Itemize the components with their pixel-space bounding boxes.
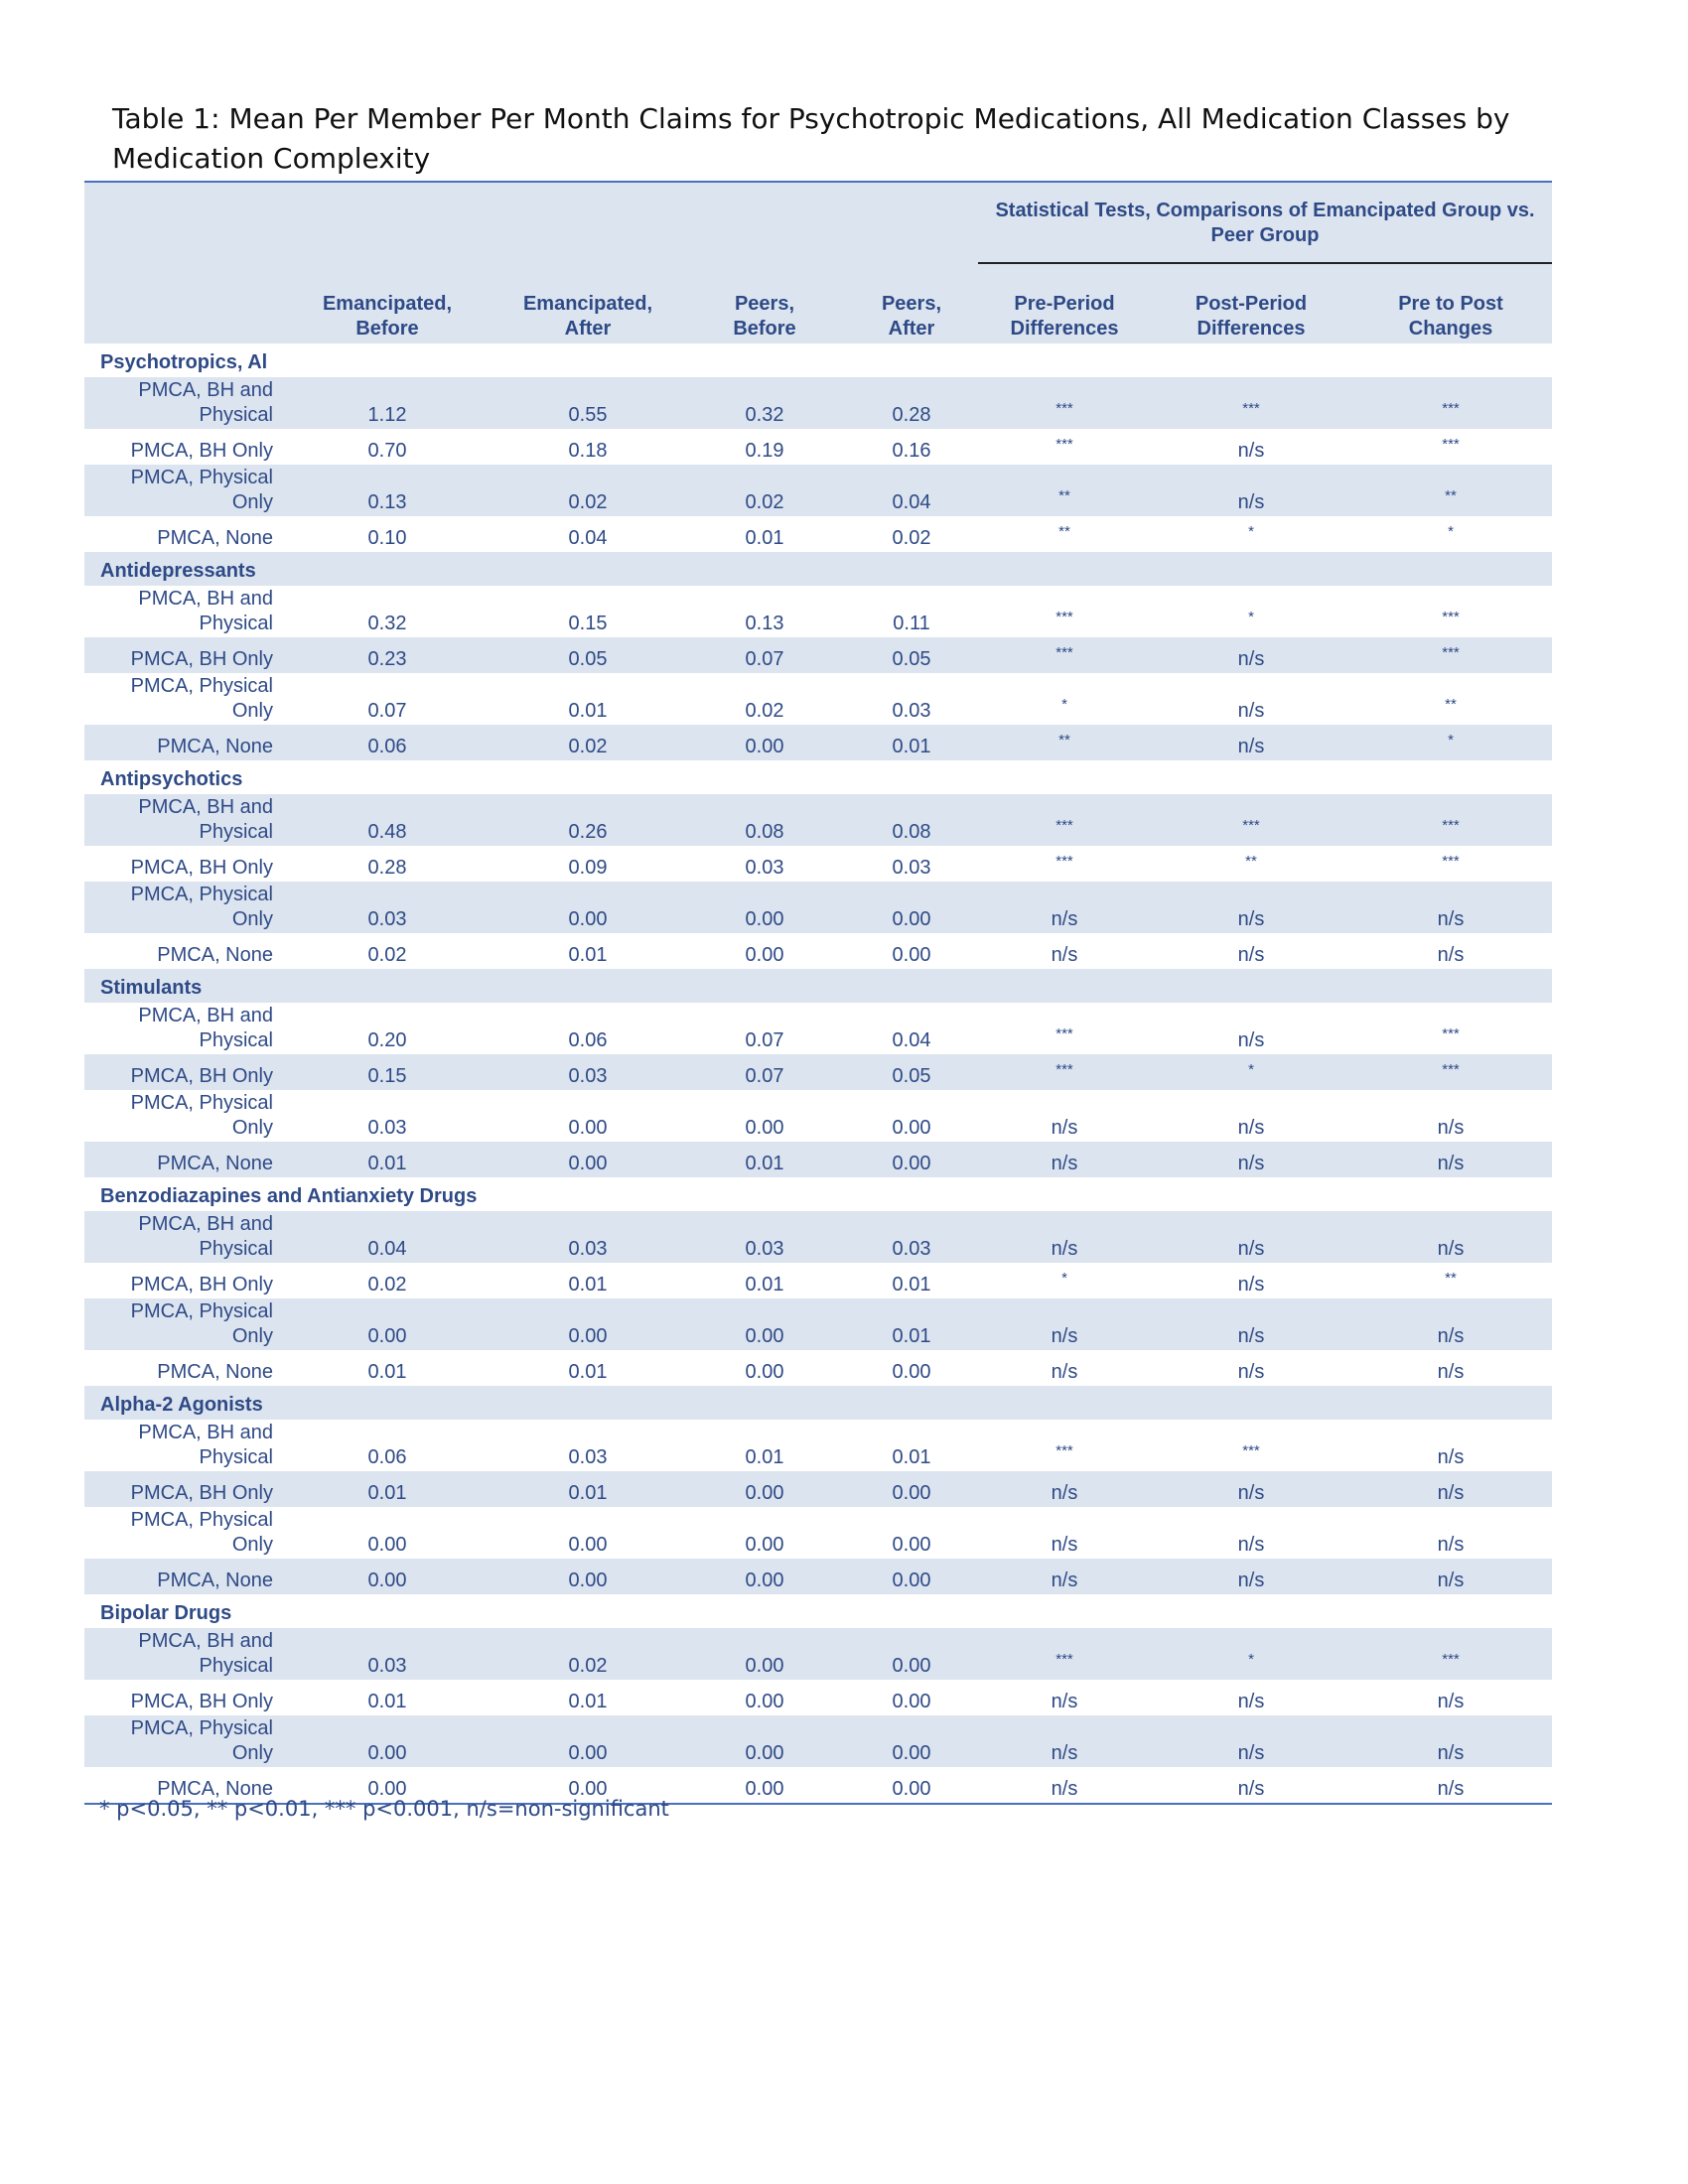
significance-cell: n/s: [1051, 908, 1078, 930]
significance-cell: *: [1061, 696, 1067, 713]
table-row: [84, 1142, 1552, 1177]
value-cell: 0.01: [892, 736, 931, 757]
value-cell: 0.00: [568, 1153, 608, 1174]
value-cell: 0.00: [745, 944, 784, 966]
table-row: [84, 465, 1552, 516]
row-label: PMCA, Physical Only: [130, 467, 273, 513]
table-row: [84, 637, 1552, 673]
value-cell: 0.01: [367, 1153, 407, 1174]
significance-cell: ***: [1055, 1025, 1073, 1042]
significance-cell: n/s: [1051, 944, 1078, 966]
row-label: PMCA, BH and Physical: [138, 588, 273, 634]
row-label: PMCA, None: [157, 1153, 273, 1174]
table-row: [84, 725, 1552, 760]
category-label: Psychotropics, Al: [100, 351, 268, 373]
value-cell: 0.08: [892, 821, 931, 843]
significance-cell: ***: [1442, 609, 1460, 625]
value-cell: 0.01: [568, 1274, 608, 1296]
table-header: [84, 183, 1552, 343]
value-cell: 0.00: [892, 908, 931, 930]
stat-tests-heading: Statistical Tests, Comparisons of Emancipated Group vs. Peer Group: [995, 200, 1535, 246]
category-label: Benzodiazapines and Antianxiety Drugs: [100, 1185, 478, 1207]
significance-cell: **: [1245, 853, 1257, 870]
significance-cell: n/s: [1237, 1325, 1265, 1347]
table-row: [84, 429, 1552, 465]
value-cell: 0.07: [745, 1065, 784, 1087]
value-cell: 0.01: [745, 527, 784, 549]
significance-cell: n/s: [1237, 736, 1265, 757]
table-row: [84, 1507, 1552, 1559]
table-row: [84, 1090, 1552, 1142]
significance-cell: ***: [1442, 1025, 1460, 1042]
table-row: [84, 516, 1552, 552]
value-cell: 0.05: [892, 648, 931, 670]
significance-cell: ***: [1055, 644, 1073, 661]
value-cell: 0.00: [892, 1361, 931, 1383]
significance-cell: *: [1248, 523, 1254, 540]
value-cell: 0.00: [892, 1742, 931, 1764]
significance-cell: n/s: [1237, 1534, 1265, 1556]
significance-cell: n/s: [1437, 908, 1465, 930]
stat-tests-rule: [978, 262, 1552, 264]
row-label: PMCA, BH and Physical: [138, 1422, 273, 1468]
significance-cell: n/s: [1051, 1778, 1078, 1800]
value-cell: 0.00: [367, 1742, 407, 1764]
table-row: [84, 1054, 1552, 1090]
significance-cell: n/s: [1051, 1238, 1078, 1260]
value-cell: 0.00: [892, 1534, 931, 1556]
value-cell: 0.18: [568, 440, 608, 462]
category-row: [84, 1177, 1552, 1211]
value-cell: 0.07: [745, 1029, 784, 1051]
value-cell: 0.13: [367, 491, 407, 513]
row-label: PMCA, BH Only: [130, 648, 273, 670]
column-header: Pre-Period Differences: [1010, 293, 1119, 340]
value-cell: 0.00: [745, 1655, 784, 1677]
table-row: [84, 1350, 1552, 1386]
row-label: PMCA, BH and Physical: [138, 1005, 273, 1051]
table-row: [84, 1715, 1552, 1767]
category-label: Stimulants: [100, 977, 203, 999]
significance-cell: ***: [1055, 1651, 1073, 1668]
significance-cell: n/s: [1437, 1482, 1465, 1504]
value-cell: 0.00: [367, 1534, 407, 1556]
row-label: PMCA, None: [157, 944, 273, 966]
value-cell: 0.00: [745, 1117, 784, 1139]
significance-cell: n/s: [1437, 1238, 1465, 1260]
table-row: [84, 1559, 1552, 1594]
significance-cell: n/s: [1051, 1534, 1078, 1556]
value-cell: 0.00: [367, 1570, 407, 1591]
row-label: PMCA, BH Only: [130, 440, 273, 462]
value-cell: 0.00: [892, 944, 931, 966]
significance-cell: n/s: [1237, 1153, 1265, 1174]
value-cell: 0.03: [568, 1065, 608, 1087]
row-label: PMCA, BH and Physical: [138, 379, 273, 426]
significance-cell: n/s: [1051, 1742, 1078, 1764]
significance-cell: **: [1058, 523, 1070, 540]
value-cell: 0.01: [745, 1446, 784, 1468]
value-cell: 0.00: [892, 1117, 931, 1139]
row-label: PMCA, Physical Only: [130, 1717, 273, 1764]
significance-cell: n/s: [1237, 1482, 1265, 1504]
value-cell: 0.05: [892, 1065, 931, 1087]
significance-cell: n/s: [1051, 1361, 1078, 1383]
row-label: PMCA, BH and Physical: [138, 1213, 273, 1260]
value-cell: 0.06: [367, 736, 407, 757]
value-cell: 0.03: [367, 1655, 407, 1677]
row-label: PMCA, None: [157, 1361, 273, 1383]
value-cell: 0.03: [892, 857, 931, 879]
significance-cell: ***: [1242, 400, 1260, 417]
value-cell: 0.00: [745, 1482, 784, 1504]
significance-cell: n/s: [1237, 1691, 1265, 1712]
category-row: [84, 1594, 1552, 1628]
significance-cell: ***: [1442, 853, 1460, 870]
value-cell: 0.00: [568, 1534, 608, 1556]
value-cell: 0.04: [568, 527, 608, 549]
category-row: [84, 1386, 1552, 1420]
table-row: [84, 1471, 1552, 1507]
value-cell: 0.03: [892, 1238, 931, 1260]
category-label: Antipsychotics: [100, 768, 243, 790]
row-label: PMCA, BH Only: [130, 857, 273, 879]
value-cell: 0.32: [745, 404, 784, 426]
value-cell: 0.09: [568, 857, 608, 879]
significance-cell: ***: [1442, 1651, 1460, 1668]
value-cell: 0.04: [892, 491, 931, 513]
significance-cell: n/s: [1437, 1778, 1465, 1800]
column-header: Peers, After: [881, 293, 942, 340]
row-label: PMCA, BH Only: [130, 1065, 273, 1087]
significance-cell: n/s: [1237, 491, 1265, 513]
row-label: PMCA, None: [157, 527, 273, 549]
value-cell: 0.13: [745, 613, 784, 634]
value-cell: 0.03: [745, 1238, 784, 1260]
value-cell: 0.01: [367, 1361, 407, 1383]
significance-cell: ***: [1055, 1061, 1073, 1078]
row-label: PMCA, Physical Only: [130, 1092, 273, 1139]
value-cell: 0.01: [568, 1361, 608, 1383]
value-cell: 0.00: [745, 1570, 784, 1591]
significance-cell: *: [1248, 609, 1254, 625]
column-header: Peers, Before: [733, 293, 796, 340]
value-cell: 0.00: [568, 908, 608, 930]
significance-cell: **: [1445, 696, 1457, 713]
significance-cell: ***: [1055, 609, 1073, 625]
table-row: [84, 586, 1552, 637]
value-cell: 0.00: [568, 1117, 608, 1139]
value-cell: 0.01: [367, 1482, 407, 1504]
value-cell: 0.00: [568, 1325, 608, 1347]
value-cell: 0.55: [568, 404, 608, 426]
value-cell: 0.28: [892, 404, 931, 426]
table-row: [84, 794, 1552, 846]
significance-cell: ***: [1442, 1061, 1460, 1078]
significance-cell: ***: [1055, 1442, 1073, 1459]
value-cell: 0.02: [568, 1655, 608, 1677]
significance-cell: n/s: [1237, 1361, 1265, 1383]
value-cell: 0.00: [892, 1655, 931, 1677]
category-label: Bipolar Drugs: [100, 1602, 232, 1624]
column-header: Emancipated, After: [522, 293, 653, 340]
row-label: PMCA, None: [157, 1778, 273, 1800]
significance-cell: **: [1058, 487, 1070, 504]
value-cell: 0.04: [367, 1238, 407, 1260]
value-cell: 0.03: [745, 857, 784, 879]
table-row: [84, 377, 1552, 429]
value-cell: 0.03: [892, 700, 931, 722]
value-cell: 0.16: [892, 440, 931, 462]
category-row: [84, 343, 1552, 377]
value-cell: 0.01: [367, 1691, 407, 1712]
significance-cell: n/s: [1051, 1691, 1078, 1712]
significance-cell: *: [1448, 523, 1454, 540]
significance-cell: n/s: [1051, 1325, 1078, 1347]
significance-cell: ***: [1055, 436, 1073, 453]
significance-cell: ***: [1442, 436, 1460, 453]
table-title: Table 1: Mean Per Member Per Month Claims for Psychotropic Medications, All Medication Classes by Medication Complexity: [112, 102, 1510, 175]
value-cell: 0.01: [745, 1153, 784, 1174]
row-label: PMCA, Physical Only: [130, 675, 273, 722]
significance-cell: n/s: [1237, 648, 1265, 670]
value-cell: 0.48: [367, 821, 407, 843]
significance-cell: **: [1445, 487, 1457, 504]
significance-cell: n/s: [1237, 1778, 1265, 1800]
significance-cell: ***: [1442, 817, 1460, 834]
significance-cell: n/s: [1437, 1570, 1465, 1591]
significance-cell: n/s: [1437, 1361, 1465, 1383]
significance-cell: ***: [1055, 400, 1073, 417]
significance-cell: n/s: [1051, 1117, 1078, 1139]
value-cell: 0.03: [367, 908, 407, 930]
significance-cell: n/s: [1051, 1570, 1078, 1591]
significance-cell: n/s: [1237, 944, 1265, 966]
significance-cell: n/s: [1237, 1570, 1265, 1591]
table-row: [84, 1298, 1552, 1350]
table-row: [84, 1420, 1552, 1471]
value-cell: 0.01: [568, 944, 608, 966]
value-cell: 0.19: [745, 440, 784, 462]
value-cell: 0.11: [893, 613, 930, 634]
value-cell: 0.01: [745, 1274, 784, 1296]
significance-cell: n/s: [1237, 1029, 1265, 1051]
significance-cell: ***: [1442, 400, 1460, 417]
row-label: PMCA, None: [157, 1570, 273, 1591]
value-cell: 0.28: [367, 857, 407, 879]
significance-cell: n/s: [1437, 1153, 1465, 1174]
value-cell: 0.00: [367, 1325, 407, 1347]
value-cell: 0.00: [892, 1778, 931, 1800]
significance-cell: ***: [1442, 644, 1460, 661]
value-cell: 0.01: [892, 1325, 931, 1347]
value-cell: 0.01: [568, 700, 608, 722]
value-cell: 0.02: [745, 491, 784, 513]
value-cell: 0.70: [367, 440, 407, 462]
table-row: [84, 1263, 1552, 1298]
value-cell: 0.03: [367, 1117, 407, 1139]
category-row: [84, 969, 1552, 1003]
value-cell: 0.00: [568, 1742, 608, 1764]
value-cell: 1.12: [367, 404, 407, 426]
table-row: [84, 1628, 1552, 1680]
table-row: [84, 1211, 1552, 1263]
value-cell: 0.02: [568, 736, 608, 757]
value-cell: 0.15: [367, 1065, 407, 1087]
column-header: Post-Period Differences: [1195, 293, 1308, 340]
value-cell: 0.01: [892, 1446, 931, 1468]
significance-cell: n/s: [1237, 700, 1265, 722]
category-label: Alpha-2 Agonists: [100, 1394, 263, 1416]
significance-cell: ***: [1242, 1442, 1260, 1459]
value-cell: 0.00: [745, 908, 784, 930]
value-cell: 0.02: [568, 491, 608, 513]
value-cell: 0.00: [745, 1534, 784, 1556]
significance-cell: n/s: [1237, 908, 1265, 930]
significance-cell: n/s: [1437, 1534, 1465, 1556]
value-cell: 0.00: [892, 1691, 931, 1712]
value-cell: 0.23: [367, 648, 407, 670]
value-cell: 0.01: [892, 1274, 931, 1296]
table-body: [84, 343, 1552, 1803]
value-cell: 0.01: [568, 1691, 608, 1712]
significance-cell: n/s: [1051, 1153, 1078, 1174]
value-cell: 0.04: [892, 1029, 931, 1051]
significance-cell: n/s: [1437, 1742, 1465, 1764]
row-label: PMCA, BH and Physical: [138, 1630, 273, 1677]
value-cell: 0.00: [367, 1778, 407, 1800]
value-cell: 0.00: [745, 1325, 784, 1347]
value-cell: 0.00: [892, 1482, 931, 1504]
value-cell: 0.10: [367, 527, 407, 549]
significance-cell: n/s: [1051, 1482, 1078, 1504]
column-header: Emancipated, Before: [322, 293, 453, 340]
footnote: * p<0.05, ** p<0.01, *** p<0.001, n/s=non-significant: [99, 1797, 669, 1821]
value-cell: 0.00: [745, 1361, 784, 1383]
value-cell: 0.26: [568, 821, 608, 843]
significance-cell: ***: [1055, 853, 1073, 870]
significance-cell: n/s: [1237, 1117, 1265, 1139]
row-label: PMCA, BH Only: [130, 1482, 273, 1504]
value-cell: 0.00: [745, 736, 784, 757]
value-cell: 0.00: [892, 1153, 931, 1174]
value-cell: 0.32: [367, 613, 407, 634]
significance-cell: ***: [1055, 817, 1073, 834]
value-cell: 0.20: [367, 1029, 407, 1051]
value-cell: 0.00: [745, 1691, 784, 1712]
significance-cell: n/s: [1237, 1742, 1265, 1764]
value-cell: 0.03: [568, 1446, 608, 1468]
table-row: [84, 882, 1552, 933]
significance-cell: n/s: [1437, 1325, 1465, 1347]
value-cell: 0.00: [568, 1778, 608, 1800]
column-header: Pre to Post Changes: [1398, 293, 1503, 340]
category-row: [84, 760, 1552, 794]
value-cell: 0.08: [745, 821, 784, 843]
value-cell: 0.02: [892, 527, 931, 549]
row-label: PMCA, Physical Only: [130, 1509, 273, 1556]
table-row: [84, 673, 1552, 725]
row-label: PMCA, None: [157, 736, 273, 757]
table-row: [84, 846, 1552, 882]
significance-cell: n/s: [1237, 1274, 1265, 1296]
significance-cell: n/s: [1437, 1691, 1465, 1712]
significance-cell: *: [1248, 1651, 1254, 1668]
value-cell: 0.00: [892, 1570, 931, 1591]
significance-cell: *: [1061, 1270, 1067, 1287]
significance-cell: n/s: [1237, 1238, 1265, 1260]
value-cell: 0.05: [568, 648, 608, 670]
value-cell: 0.00: [745, 1742, 784, 1764]
value-cell: 0.02: [367, 1274, 407, 1296]
significance-cell: n/s: [1437, 944, 1465, 966]
significance-cell: n/s: [1437, 1446, 1465, 1468]
category-label: Antidepressants: [100, 560, 256, 582]
row-label: PMCA, Physical Only: [130, 1300, 273, 1347]
value-cell: 0.15: [568, 613, 608, 634]
significance-cell: n/s: [1437, 1117, 1465, 1139]
table-row: [84, 1680, 1552, 1715]
value-cell: 0.07: [745, 648, 784, 670]
table-row: [84, 933, 1552, 969]
value-cell: 0.00: [745, 1778, 784, 1800]
significance-cell: **: [1058, 732, 1070, 749]
value-cell: 0.01: [568, 1482, 608, 1504]
value-cell: 0.00: [568, 1570, 608, 1591]
significance-cell: n/s: [1237, 440, 1265, 462]
row-label: PMCA, BH Only: [130, 1691, 273, 1712]
significance-cell: *: [1248, 1061, 1254, 1078]
row-label: PMCA, BH Only: [130, 1274, 273, 1296]
table-row: [84, 1003, 1552, 1054]
value-cell: 0.02: [745, 700, 784, 722]
significance-cell: ***: [1242, 817, 1260, 834]
value-cell: 0.07: [367, 700, 407, 722]
value-cell: 0.03: [568, 1238, 608, 1260]
significance-cell: **: [1445, 1270, 1457, 1287]
value-cell: 0.06: [367, 1446, 407, 1468]
claims-table: [84, 181, 1552, 1805]
row-label: PMCA, BH and Physical: [138, 796, 273, 843]
row-label: PMCA, Physical Only: [130, 884, 273, 930]
value-cell: 0.02: [367, 944, 407, 966]
significance-cell: *: [1448, 732, 1454, 749]
value-cell: 0.06: [568, 1029, 608, 1051]
category-row: [84, 552, 1552, 586]
